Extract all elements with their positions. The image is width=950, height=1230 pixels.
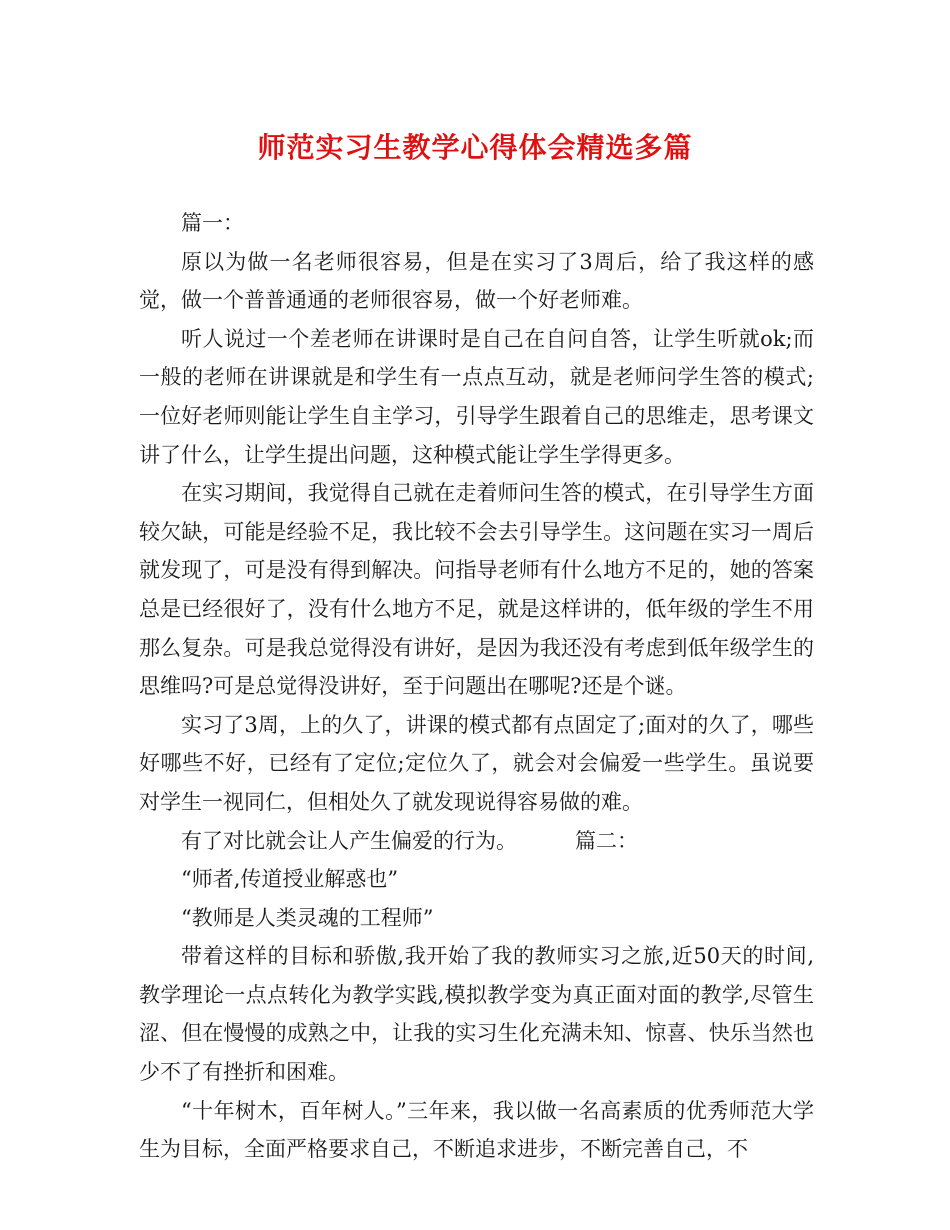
document-body bbox=[139, 204, 814, 1169]
paragraph-4: 实习了3周，上的久了，讲课的模式都有点固定了;面对的久了，哪些好哪些不好，已经有了定位;定位久了，就会对会偏爱一些学生。虽说要对学生一视同仁，但相处久了就发现说得容易做的难。 bbox=[139, 712, 814, 814]
paragraph-7: “十年树木，百年树人。”三年来，我以做一名高素质的优秀师范大学生为目标，全面严格要求自己，不断追求进步，不断完善自己，不 bbox=[139, 1098, 814, 1162]
paragraph-5 bbox=[139, 822, 814, 861]
section-heading-2: 篇二： bbox=[575, 828, 638, 853]
paragraph-1: 原以为做一名老师很容易，但是在实习了3周后，给了我这样的感觉，做一个普普通通的老师很容易，做一个好老师难。 bbox=[139, 249, 814, 313]
paragraph-2: 听人说过一个差老师在讲课时是自己在自问自答，让学生听就ok;而一般的老师在讲课就是和学生有一点点互动，就是老师问学生答的模式;一位好老师则能让学生自主学习，引导学生跟着自己的思维走，思考课文讲了什么，让学生提出问题，这种模式能让学生学得更多。 bbox=[139, 326, 814, 467]
section-heading-1: 篇一： bbox=[181, 211, 244, 235]
quote-1: “师者,传道授业解惑也” bbox=[181, 867, 399, 892]
quote-2: “教师是人类灵魂的工程师” bbox=[181, 905, 434, 930]
paragraph-3: 在实习期间，我觉得自己就在走着师问生答的模式，在引导学生方面较欠缺，可能是经验不足，我比较不会去引导学生。这问题在实习一周后就发现了，可是没有得到解决。问指导老师有什么地方不足的，她的答案总是已经很好了，没有什么地方不足，就是这样讲的，低年级的学生不用那么复杂。可是我总觉得没有讲好，是因为我还没有考虑到低年级学生的思维吗?可是总觉得没讲好，至于问题出在哪呢?还是个谜。 bbox=[139, 481, 814, 699]
document-title: 师范实习生教学心得体会精选多篇 bbox=[257, 131, 693, 164]
paragraph-6: 带着这样的目标和骄傲,我开始了我的教师实习之旅,近50天的时间,教学理论一点点转化为教学实践,模拟教学变为真正面对面的教学,尽管生涩、但在慢慢的成熟之中，让我的实习生化充满未知、惊喜、快乐当然也少不了有挫折和困难。 bbox=[139, 944, 814, 1085]
paragraph-5-text: 有了对比就会让人产生偏爱的行为。 bbox=[181, 828, 517, 853]
